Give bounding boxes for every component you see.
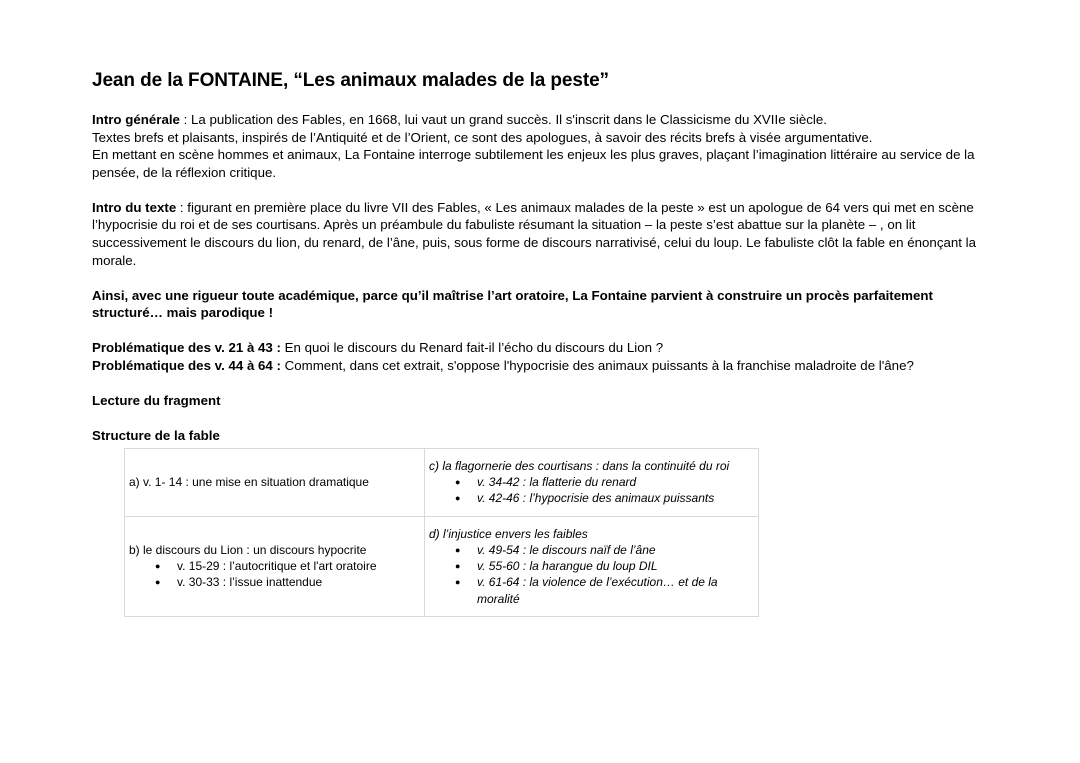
structure-heading: Structure de la fable (92, 428, 220, 444)
intro-generale-label: Intro générale (92, 112, 180, 127)
list-item: ● v. 49-54 : le discours naïf de l’âne (477, 542, 754, 558)
problematiques-paragraph (92, 339, 992, 374)
table-row (125, 516, 759, 616)
cell-a (125, 448, 425, 516)
intro-generale-paragraph (92, 111, 992, 181)
list-item: ● v. 15-29 : l’autocritique et l'art oratoire (177, 558, 420, 574)
intro-generale-line3: En mettant en scène hommes et animaux, La Fontaine interroge subtilement les enjeux les plus graves, plaçant l’imagination littéraire au service de la pensée, de la réflexion critique. (92, 147, 975, 180)
document-page (92, 68, 992, 617)
intro-texte-body: : figurant en première place du livre VII des Fables, « Les animaux malades de la peste » est un apologue de 64 vers qui met en scène l’hypocrisie du roi et de ses courtisans. Après un préambule du fabuliste résumant la situation – la peste s’est abattue sur la planète – , on lit successivement le discours du lion, du renard, de l’âne, puis, sous forme de discours narrativisé, celui du loup. Le fabuliste clôt la fable en énonçant la morale. (92, 199, 977, 268)
section-c-title: c) la flagornerie des courtisans : dans la continuité du roi (429, 459, 730, 473)
section-d-title: d) l’injustice envers les faibles (429, 526, 588, 541)
problematique-1-text: En quoi le discours du Renard fait-il l’écho du discours du Lion ? (280, 340, 664, 356)
lecture-heading: Lecture du fragment (92, 393, 221, 409)
document-title: Jean de la FONTAINE, “Les animaux malades de la peste” (92, 70, 609, 91)
problematique-2-label: Problématique des v. 44 à 64 : (92, 358, 281, 374)
intro-generale-line2: Textes brefs et plaisants, inspirés de l’Antiquité et de l’Orient, ce sont des apologues, à savoir des récits brefs à visée argumentative. (92, 129, 873, 145)
intro-texte-label: Intro du texte (92, 199, 177, 215)
list-item: ● v. 42-46 : l’hypocrisie des animaux puissants (477, 490, 754, 506)
cell-c (425, 448, 759, 516)
list-item: ● v. 34-42 : la flatterie du renard (477, 474, 754, 490)
list-item: ● v. 61-64 : la violence de l’exécution… et de la moralité (477, 574, 754, 606)
section-d-list (429, 542, 754, 607)
section-a-title: a) v. 1- 14 : une mise en situation dramatique (129, 475, 369, 490)
list-item: ● v. 55-60 : la harangue du loup DIL (477, 558, 754, 574)
thesis-paragraph: Ainsi, avec une rigueur toute académique, parce qu’il maîtrise l’art oratoire, La Fontaine parvient à construire un procès parfaitement structuré… mais parodique ! (92, 287, 933, 321)
section-b-title: b) le discours du Lion : un discours hypocrite (129, 543, 367, 557)
problematique-1-label: Problématique des v. 21 à 43 : (92, 340, 281, 356)
cell-b (125, 516, 425, 616)
table-row (125, 448, 759, 516)
cell-d (425, 516, 759, 616)
section-c-list (429, 474, 754, 506)
structure-table (124, 448, 759, 617)
list-item: ● v. 30-33 : l’issue inattendue (177, 574, 420, 590)
intro-texte-paragraph (92, 199, 992, 269)
section-b-list (129, 558, 420, 590)
intro-generale-line1: : La publication des Fables, en 1668, lui vaut un grand succès. Il s'inscrit dans le Classicisme du XVIIe siècle. (179, 112, 827, 127)
problematique-2-text: Comment, dans cet extrait, s'oppose l'hypocrisie des animaux puissants à la franchise maladroite de l'âne? (280, 358, 914, 374)
